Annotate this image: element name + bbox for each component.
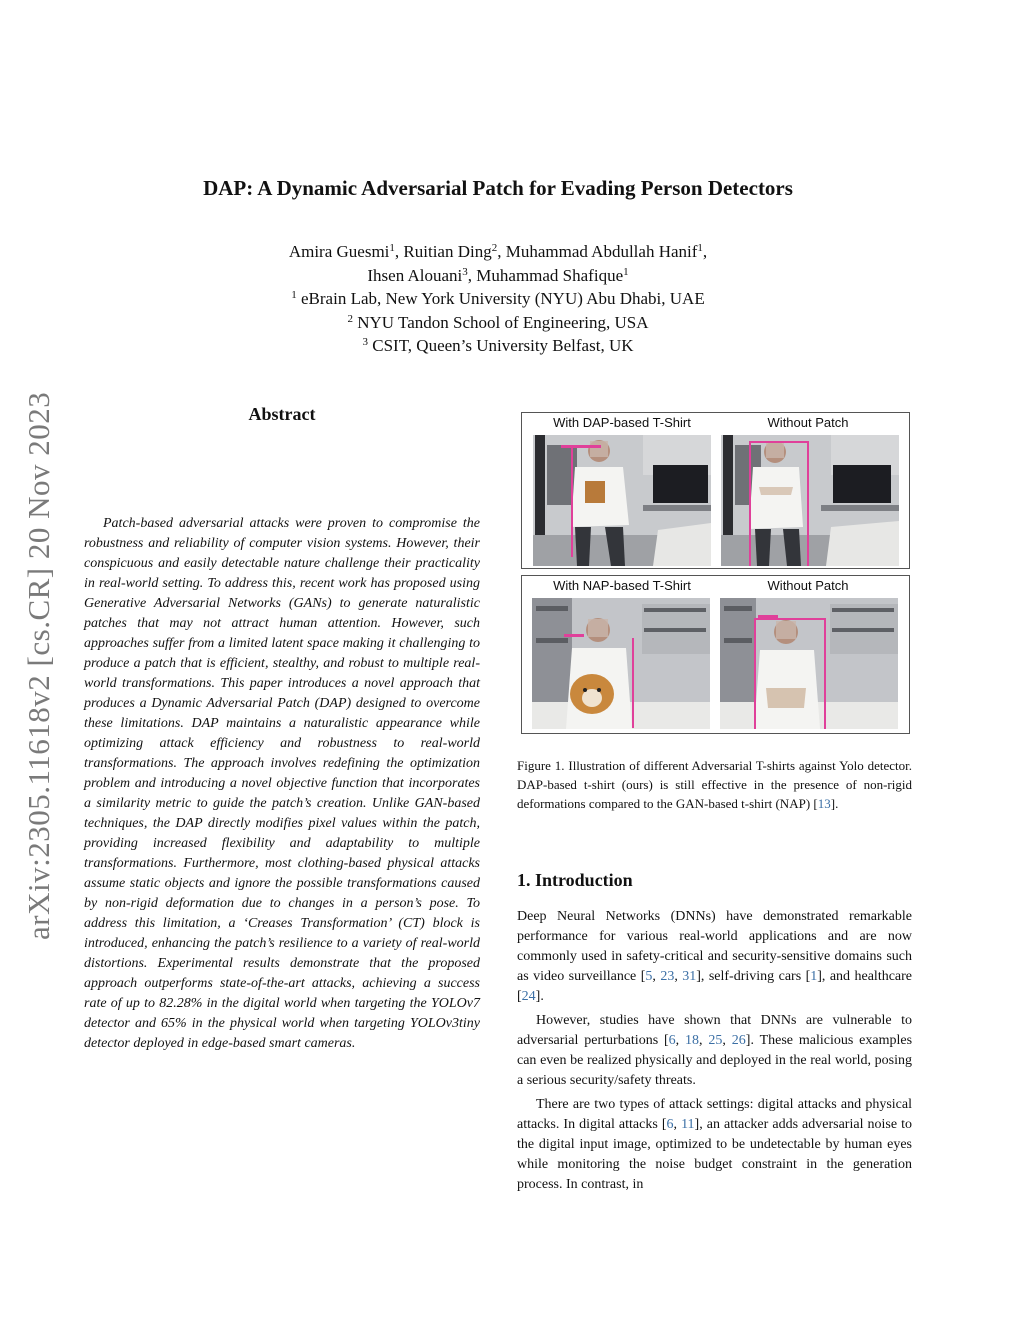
citation-link[interactable]: 26: [731, 1033, 746, 1048]
paragraph-text: Deep Neural Networks (DNNs) have demonstrated remarkable performance for various real-world applications and are now commonly used in safety-critical and security-sensitive domains such as video surveillance [: [517, 909, 912, 984]
figure-label-without-patch: Without Patch: [767, 415, 849, 430]
section-heading-introduction: 1. Introduction: [517, 870, 633, 890]
separator: ,: [702, 242, 708, 261]
paragraph-text: There are two types of attack settings: digital attacks and physical attacks. In digital attacks [: [517, 1097, 912, 1132]
photo-without-patch-top: [721, 435, 899, 566]
citation-link[interactable]: 18: [685, 1033, 700, 1048]
office-scene-image: [533, 435, 711, 566]
caption-text: ].: [830, 796, 839, 811]
affiliation-text: eBrain Lab, New York University (NYU) Abu Dhabi, UAE: [296, 289, 705, 308]
figure-panel-dap: [521, 412, 910, 569]
paragraph-text: However, studies have shown that DNNs are vulnerable to adversarial perturbations [: [517, 1013, 912, 1048]
author-line: [0, 264, 996, 288]
author-block: [0, 240, 996, 358]
affiliation-mark: 2: [347, 312, 353, 325]
caption-text: Figure 1. Illustration of different Adversarial T-shirts against Yolo detector. DAP-based t-shirt (ours) is still effective in the presence of non-rigid deformations compared to the GAN-based t-shirt (NAP) [: [517, 758, 912, 811]
citation-link[interactable]: 6: [666, 1117, 674, 1132]
office-scene-image: [721, 435, 899, 566]
paragraph-text: ,: [652, 969, 661, 984]
abstract-text: Patch-based adversarial attacks were proven to compromise the robustness and reliability of computer vision systems. However, their conspicuous and easily detectable nature challenge their practicality in real-world setting. To address this, recent work has proposed using Generative Adversarial Networks (GANs) to generate naturalistic patches that may not attract human attention. However, such approaches suffer from a limited latent space making it challenging to produce a patch that is efficient, stealthy, and robust to multiple real-world transformations. This paper introduces a novel approach that produces a Dynamic Adversarial Patch (DAP) designed to overcome these limitations. DAP maintains a naturalistic appearance while optimizing attack efficiency and robustness to real-world transformations. The approach involves redefining the optimization problem and introducing a novel objective function that incorporates a similarity metric to guide the patch’s creation. Unlike GAN-based techniques, the DAP directly modifies pixel values within the patch, providing increased flexibility and adaptability to multiple transformations. Furthermore, most clothing-based physical attacks assume static objects and ignore the possible transformations caused by non-rigid deformation due to changes in a person’s pose. To address this limitation, a ‘Creases Transformation’ (CT) block is introduced, enhancing the patch’s resilience to a variety of real-world distortions. Experimental results demonstrate that the proposed approach outperforms state-of-the-art attacks, achieving a success rate of up to 82.28% in the digital world when targeting the YOLOv7 detector and 65% in the physical world when targeting YOLOv3tiny detector deployed in edge-based smart cameras.: [84, 516, 480, 1051]
paragraph-text: ,: [673, 1117, 682, 1132]
affiliation: [0, 311, 996, 335]
author-name: Muhammad Abdullah Hanif: [505, 242, 698, 261]
figure-caption: [517, 756, 912, 813]
photo-nap-shirt: [532, 598, 710, 729]
figure-label-with-dap: With DAP-based T-Shirt: [553, 415, 691, 430]
citation-link[interactable]: 13: [817, 796, 831, 811]
photo-without-patch-bottom: [720, 598, 898, 729]
affiliation-mark: 1: [291, 289, 297, 301]
paragraph-text: ,: [674, 969, 683, 984]
separator: ,: [497, 242, 506, 261]
office-scene-image: [720, 598, 898, 729]
author-affiliation-mark: 1: [389, 242, 395, 254]
affiliation-mark: 3: [362, 336, 368, 348]
author-name: Ruitian Ding: [403, 242, 492, 261]
photo-dap-shirt: [533, 435, 711, 566]
citation-link[interactable]: 23: [660, 969, 675, 984]
paragraph-text: ,: [722, 1033, 732, 1048]
citation-link[interactable]: 11: [681, 1117, 695, 1132]
author-name: Ihsen Alouani: [367, 265, 463, 285]
paragraph-text: ].: [535, 989, 544, 1004]
paper-title: DAP: A Dynamic Adversarial Patch for Evading Person Detectors: [203, 176, 793, 200]
citation-link[interactable]: 1: [810, 969, 818, 984]
abstract-heading: Abstract: [248, 404, 316, 424]
affiliation-text: CSIT, Queen’s University Belfast, UK: [367, 336, 634, 355]
affiliation-text: NYU Tandon School of Engineering, USA: [353, 312, 649, 332]
paragraph-text: ,: [675, 1033, 686, 1048]
citation-link[interactable]: 6: [668, 1033, 676, 1048]
arxiv-identifier: arXiv:2305.11618v2 [cs.CR] 20 Nov 2023: [21, 391, 56, 940]
author-name: Amira Guesmi: [288, 242, 390, 261]
figure-panel-nap: [521, 575, 910, 734]
paragraph-text: ], and healthcare [: [517, 969, 913, 1004]
affiliation: [0, 334, 996, 358]
separator: ,: [467, 265, 477, 285]
citation-link[interactable]: 24: [521, 989, 536, 1004]
citation-link[interactable]: 31: [682, 969, 697, 984]
paragraph-text: ]. These malicious examples can even be realized physically and deployed in the real world, posing a serious security/safety threats.: [517, 1033, 913, 1088]
figure-label-with-nap: With NAP-based T-Shirt: [553, 578, 691, 593]
intro-paragraph: [517, 1011, 912, 1091]
paragraph-text: ], an attacker adds adversarial noise to the digital input image, optimized to be undetectable by human eyes while monitoring the noise budget constraint in the generation process. In contrast, in: [517, 1117, 912, 1192]
author-affiliation-mark: 1: [623, 265, 629, 278]
author-affiliation-mark: 1: [697, 242, 703, 254]
author-affiliation-mark: 3: [462, 265, 468, 278]
affiliation: [0, 287, 996, 311]
paragraph-text: ], self-driving cars [: [696, 969, 811, 984]
citation-link[interactable]: 5: [645, 969, 653, 984]
figure-label-without-patch: Without Patch: [767, 578, 849, 593]
citation-link[interactable]: 25: [708, 1033, 723, 1048]
intro-paragraph: [517, 907, 912, 1007]
paragraph-text: ,: [699, 1033, 709, 1048]
intro-paragraph: [517, 1095, 912, 1195]
author-line: [0, 240, 996, 264]
author-name: Muhammad Shafique: [476, 265, 624, 285]
separator: ,: [394, 242, 404, 261]
author-affiliation-mark: 2: [491, 242, 498, 254]
office-scene-image: [532, 598, 710, 729]
